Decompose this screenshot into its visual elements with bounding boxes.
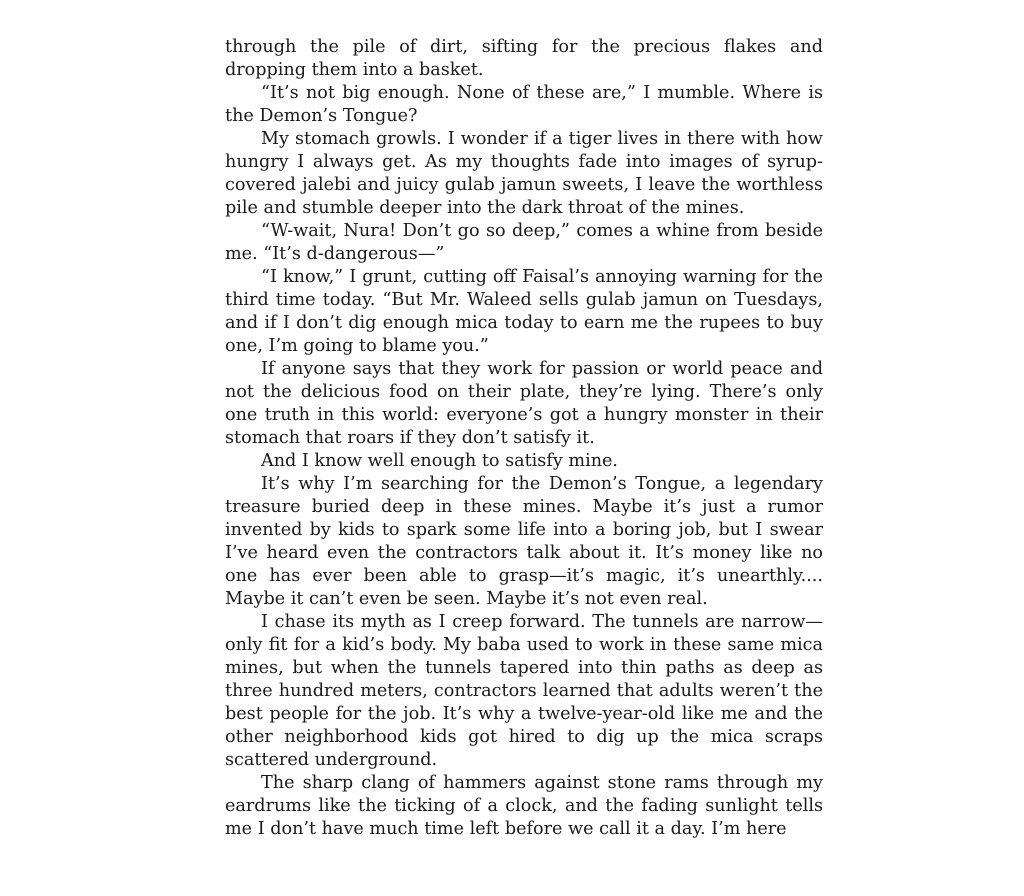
paragraph-satisfy-mine: And I know well enough to satisfy mine. (261, 451, 619, 471)
paragraph-dialogue-faisal-warning: “W-wait, Nura! Don’t go so deep,” comes a whine from beside me. “It’s d-dangerous—” (225, 221, 823, 264)
paragraph-stomach-growls: My stomach growls. I wonder if a tiger lives in there with how hungry I always get. As my thoughts fade into images of syrup-covered jalebi and juicy gulab jamun sweets, I leave the worthless pile and stumble deeper into the dark throat of the mines. (225, 129, 823, 218)
book-page (225, 36, 823, 841)
paragraph-hammers: The sharp clang of hammers against stone rams through my eardrums like the ticking of a clock, and the fading sunlight tells me I don’t have much time left before we call it a day. I’m here (225, 773, 823, 839)
paragraph-demons-tongue: It’s why I’m searching for the Demon’s Tongue, a legendary treasure buried deep in these mines. Maybe it’s just a rumor invented by kids to spark some life into a boring job, but I swear I’ve heard even the contractors talk about it. It’s money like no one has ever been able to grasp—it’s magic, it’s unearthly.... Maybe it can’t even be seen. Maybe it’s not even real. (225, 474, 823, 609)
paragraph-dialogue-not-big-enough: “It’s not big enough. None of these are,” I mumble. Where is the Demon’s Tongue? (225, 83, 823, 126)
paragraph-dialogue-nura-reply: “I know,” I grunt, cutting off Faisal’s annoying warning for the third time today. “But Mr. Waleed sells gulab jamun on Tuesdays, and if I don’t dig enough mica today to earn me the rupees to buy one, I’m going to blame you.” (225, 267, 823, 356)
paragraph-continued: through the pile of dirt, sifting for the precious flakes and dropping them into a basket. (225, 37, 823, 80)
paragraph-hungry-monster: If anyone says that they work for passion or world peace and not the delicious food on their plate, they’re lying. There’s only one truth in this world: everyone’s got a hungry monster in their stomach that roars if they don’t satisfy it. (225, 359, 823, 448)
paragraph-tunnels: I chase its myth as I creep forward. The tunnels are narrow—only fit for a kid’s body. My baba used to work in these same mica mines, but when the tunnels tapered into thin paths as deep as three hundred meters, contractors learned that adults weren’t the best people for the job. It’s why a twelve-year-old like me and the other neighborhood kids got hired to dig up the mica scraps scattered underground. (225, 612, 823, 770)
